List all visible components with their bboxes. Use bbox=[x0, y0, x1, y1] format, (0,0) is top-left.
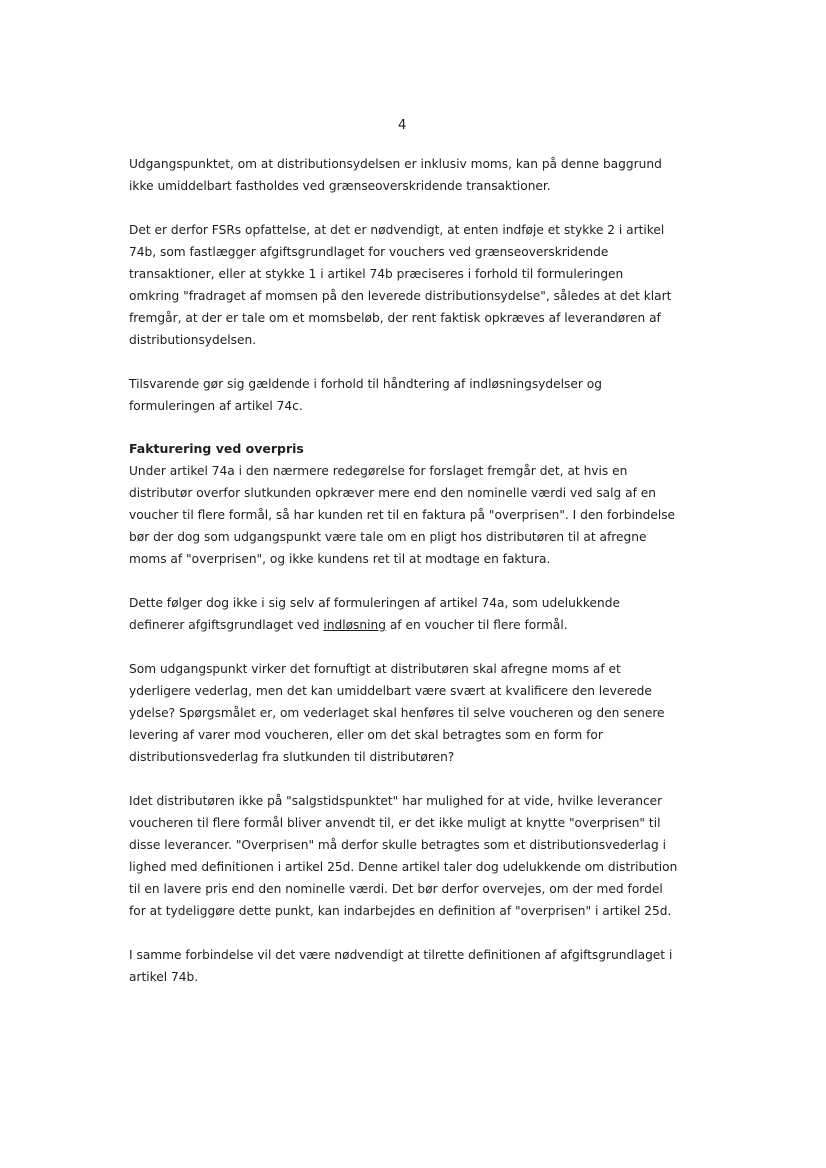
section-heading: Fakturering ved overpris bbox=[129, 441, 304, 456]
paragraph-5-text-after: af en voucher til flere formål. bbox=[385, 618, 568, 632]
paragraph-2: Det er derfor FSRs opfattelse, at det er nødvendigt, at enten indføje et stykke 2 i artikel 74b, som fastlægger afgiftsgrundlaget for vouchers ved grænseoverskridende transaktioner, eller at stykke 1 i artikel 74b præciseres i forhold til formuleringen omkring "fradraget af momsen på den leverede distributionsydelse", således at det klart fremgår, at der er tale om et momsbeløb, der rent faktisk opkræves af leverandøren af distributionsydelsen. bbox=[129, 223, 672, 347]
page-number: 4 bbox=[398, 118, 407, 133]
paragraph-8: I samme forbindelse vil det være nødvendigt at tilrette definitionen af afgiftsgrundlaget i artikel 74b. bbox=[129, 948, 673, 984]
paragraph-5-underlined-word: indløsning bbox=[323, 618, 386, 632]
paragraph-5 bbox=[129, 592, 699, 636]
paragraph-4: Under artikel 74a i den nærmere redegørelse for forslaget fremgår det, at hvis en distributør overfor slutkunden opkræver mere end den nominelle værdi ved salg af en voucher til flere formål, så har kunden ret til en faktura på "overprisen". I den forbindelse bør der dog som udgangspunkt være tale om en pligt hos distributøren til at afregne moms af "overprisen", og ikke kundens ret til at modtage en faktura. bbox=[129, 464, 676, 566]
paragraph-5-text-before: Dette følger dog ikke i sig selv af formuleringen af artikel 74a, som udelukkende definerer afgiftsgrundlaget ved bbox=[129, 596, 620, 632]
document-body bbox=[129, 153, 699, 988]
paragraph-6: Som udgangspunkt virker det fornuftigt at distributøren skal afregne moms af et yderligere vederlag, men det kan umiddelbart være svært at kvalificere den leverede ydelse? Spørgsmålet er, om vederlaget skal henføres til selve voucheren og den senere levering af varer mod voucheren, eller om det skal betragtes som en form for distributionsvederlag fra slutkunden til distributøren? bbox=[129, 662, 665, 764]
paragraph-7: Idet distributøren ikke på "salgstidspunktet" har mulighed for at vide, hvilke leverancer voucheren til flere formål bliver anvendt til, er det ikke muligt at knytte "overprisen" til disse leverancer. "Overprisen" må derfor skulle betragtes som et distributionsvederlag i lighed med definitionen i artikel 25d. Denne artikel taler dog udelukkende om distribution til en lavere pris end den nominelle værdi. Det bør derfor overvejes, om der med fordel for at tydeliggøre dette punkt, kan indarbejdes en definition af "overprisen" i artikel 25d. bbox=[129, 794, 678, 918]
paragraph-3: Tilsvarende gør sig gældende i forhold til håndtering af indløsningsydelser og formuleringen af artikel 74c. bbox=[129, 377, 602, 413]
paragraph-1: Udgangspunktet, om at distributionsydelsen er inklusiv moms, kan på denne baggrund ikke umiddelbart fastholdes ved grænseoverskridende transaktioner. bbox=[129, 157, 662, 193]
